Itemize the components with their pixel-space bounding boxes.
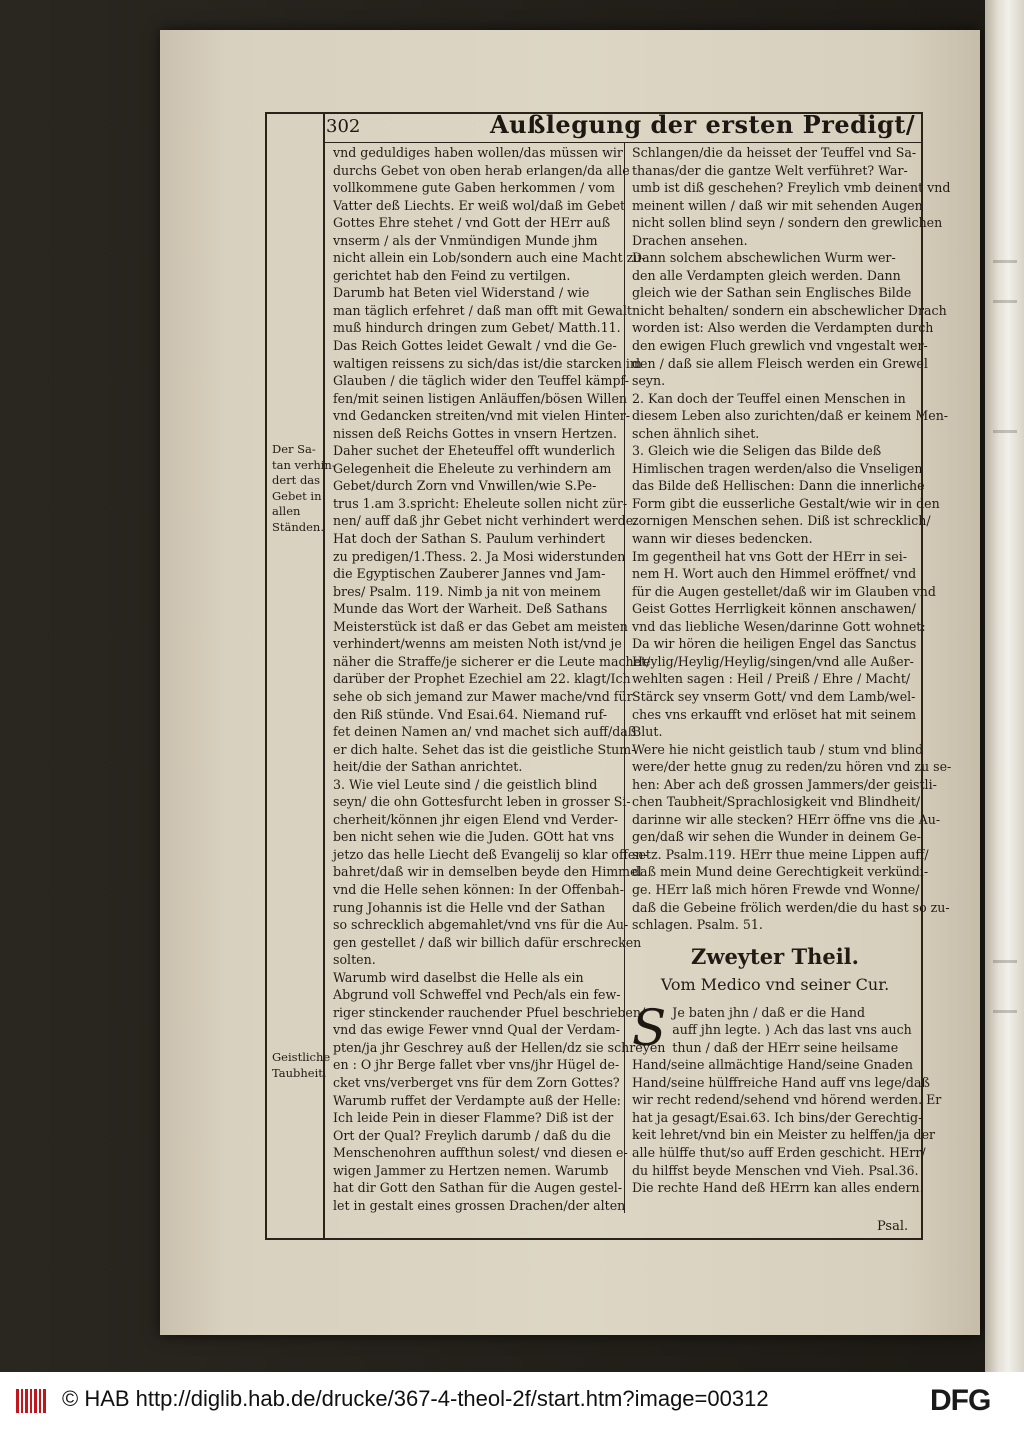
page-number: 302 [326, 116, 361, 137]
text-line: zu predigen/1.Thess. 2. Ja Mosi widerstunden [333, 548, 626, 564]
text-line: waltigen reissens zu sich/das ist/die starcken im [333, 355, 642, 371]
text-line: vnd geduldiges haben wollen/das müssen wir [333, 145, 623, 160]
text-line: seyn/ die ohn Gottesfurcht leben in grosser Si- [333, 794, 631, 810]
text-line: pten/ja jhr Geschrey auß der Hellen/dz sie schreyen [333, 1039, 666, 1055]
text-line: wir recht redend/sehend vnd hörend werden. Er [632, 1092, 942, 1108]
right-column-text [632, 144, 952, 934]
text-line: man täglich erfehret / daß man offt mit Gewalt [333, 302, 632, 318]
text-line: Geist Gottes Herrligkeit können anschawen/ [632, 601, 916, 617]
text-line: das Bilde deß Hellischen: Dann die innerliche [632, 478, 925, 494]
text-line: die Egyptischen Zauberer Jannes vnd Jam- [333, 566, 606, 582]
text-line: let in gestalt eines grossen Drachen/der alten [333, 1197, 626, 1213]
catchword: Psal. [877, 1219, 909, 1234]
text-line: Stärck sey vnserm Gott/ vnd dem Lamb/wel- [632, 688, 916, 704]
text-line: wigen Jammer zu Hertzen nemen. Warumb [333, 1162, 609, 1178]
text-line: en : O jhr Berge fallet vber vns/jhr Hügel de- [333, 1057, 620, 1073]
next-page-edge [985, 0, 1024, 1372]
header-rule [323, 142, 923, 143]
text-line: vollkommene gute Gaben herkommen / vom [333, 180, 615, 196]
text-line: hen: Aber ach deß grossen Jammers/der geistli- [632, 776, 937, 792]
text-line: chen Taubheit/Sprachlosigkeit vnd Blindheit/ [632, 794, 921, 810]
text-line: Munde das Wort der Warheit. Deß Sathans [333, 601, 608, 617]
text-line: zornigen Menschen sehen. Diß ist schrecklich/ [632, 513, 931, 529]
text-line: Meisterstück ist daß er das Gebet am meisten [333, 618, 628, 634]
text-line: darüber der Prophet Ezechiel am 22. klagt/Ich [333, 671, 631, 687]
section-subheading: Vom Medico vnd seiner Cur. [660, 974, 890, 994]
text-line: so schrecklich abgemahlet/vnd vns für die Au- [333, 917, 629, 933]
text-line: solten. [333, 952, 376, 968]
text-line: nicht sollen blind seyn / sondern den grewlichen [632, 215, 943, 231]
running-head: Außlegung der ersten Predigt/ [490, 110, 916, 139]
footer-bar [0, 1372, 1024, 1429]
text-line: Drachen ansehen. [632, 232, 748, 248]
text-line: daß die Gebeine frölich werden/die du hast so zu- [632, 899, 950, 915]
text-line: vnd das liebliche Wesen/darinne Gott wohnet: [632, 618, 926, 634]
text-line: Da wir hören die heiligen Engel das Sanctus [632, 636, 917, 652]
text-line: schen ähnlich sihet. [632, 425, 760, 441]
text-line: vnd Gedancken streiten/vnd mit vielen Hinter- [333, 408, 631, 424]
text-line: darinne wir alle stecken? HErr öffne vns die Au- [632, 811, 941, 827]
text-line: Gottes Ehre stehet / vnd Gott der HErr auß [333, 215, 611, 231]
marginal-note: Geistliche Taubheit. [272, 1050, 331, 1080]
text-line: näher die Straffe/je sicherer er die Leute machet/ [333, 653, 651, 669]
text-line: 2. Kan doch der Teuffel einen Menschen in [632, 390, 906, 406]
text-line: Were hie nicht geistlich taub / stum vnd blind [632, 741, 924, 757]
footer-citation: © HAB http://diglib.hab.de/drucke/367-4-theol-2f/start.htm?image=00312 [62, 1386, 769, 1411]
text-line: Heylig/Heylig/Heylig/singen/vnd alle Außer- [632, 653, 914, 669]
text-line: seyn. [632, 373, 666, 389]
text-line: Menschenohren auffthun solest/ vnd diesen e- [333, 1145, 628, 1161]
text-line: Je baten jhn / daß er die Hand [672, 1004, 866, 1020]
text-line: hat dir Gott den Sathan für die Augen gestel- [333, 1180, 623, 1196]
right-column [632, 144, 952, 1197]
text-line: schlagen. Psalm. 51. [632, 917, 763, 933]
text-line: trus 1.am 3.spricht: Eheleute sollen nicht zür- [333, 495, 628, 511]
text-line: vnd das ewige Fewer vnnd Qual der Verdam- [333, 1022, 620, 1038]
text-line: Darumb hat Beten viel Widerstand / wie [333, 285, 590, 301]
text-line: were/der hette gnug zu reden/zu hören vnd zu se- [632, 759, 952, 775]
text-line: sehe ob sich jemand zur Mawer mache/vnd für [333, 688, 633, 704]
text-line: alle hülffe thut/so auff Erden geschicht. HErr/ [632, 1144, 926, 1160]
text-line: Abgrund voll Schweffel vnd Pech/als ein few- [333, 987, 621, 1003]
text-line: für die Augen gestellet/daß wir im Glauben vnd [632, 583, 936, 599]
hab-logo-icon [16, 1389, 46, 1413]
text-line: nicht behalten/ sondern ein abschewlicher Drach [632, 302, 947, 318]
text-line: cket vns/verberget vns für dem Zorn Gottes? [333, 1074, 620, 1090]
text-line: Warumb wird daselbst die Helle als ein [333, 969, 584, 985]
dfg-logo: DFG [930, 1384, 991, 1417]
text-line: Glauben / die täglich wider den Teuffel kämpf- [333, 373, 629, 389]
text-line: ches vns erkaufft vnd erlöset hat mit seinem [632, 706, 917, 722]
text-line: Ich leide Pein in dieser Flamme? Diß ist der [333, 1110, 614, 1126]
dropcap: S [632, 998, 667, 1057]
text-line: Gelegenheit die Eheleute zu verhindern am [333, 460, 612, 476]
text-line: umb ist diß geschehen? Freylich vmb deinent vnd [632, 180, 951, 196]
text-line: bres/ Psalm. 119. Nimb ja nit von meinem [333, 583, 601, 599]
text-line: diesem Leben also zurichten/daß er keinem Men- [632, 408, 949, 424]
text-line: du hilffst beyde Menschen vnd Vieh. Psal.36. [632, 1162, 919, 1178]
text-line: setz. Psalm.119. HErr thue meine Lippen auff/ [632, 846, 929, 862]
text-line: thun / daß der HErr seine heilsame [672, 1039, 899, 1055]
text-line: 3. Gleich wie die Seligen das Bilde deß [632, 443, 882, 459]
text-line: fen/mit seinen listigen Anläuffen/bösen Willen [333, 390, 628, 406]
text-line: Form gibt die eusserliche Gestalt/wie wir in den [632, 495, 940, 511]
text-line: vnd die Helle sehen können: In der Offenbah- [333, 881, 625, 897]
text-line: Die rechte Hand deß HErrn kan alles endern. [632, 1180, 924, 1196]
text-line: 3. Wie viel Leute sind / die geistlich blind [333, 776, 598, 792]
text-line: Das Reich Gottes leidet Gewalt / vnd die Ge- [333, 338, 617, 354]
text-line: Vatter deß Liechts. Er weiß wol/daß im Gebet [333, 197, 626, 213]
text-line: fet deinen Namen an/ vnd machet sich auff/daß [333, 724, 637, 740]
text-line: bahret/daß wir in demselben beyde den Himmel [333, 864, 642, 880]
text-line: hat ja gesagt/Esai.63. Ich bins/der Gerechtig- [632, 1109, 923, 1125]
text-line: wehlten sagen : Heil / Preiß / Ehre / Macht/ [632, 671, 911, 687]
text-line: jetzo das helle Liecht deß Evangelij so klar offen- [333, 846, 648, 862]
text-line: riger stinckender rauchender Pfuel beschrieben/ [333, 1004, 646, 1020]
text-line: daß mein Mund deine Gerechtigkeit verkündi- [632, 864, 929, 880]
text-line: vnserm / als der Vnmündigen Munde jhm [333, 232, 598, 248]
text-line: den Riß stünde. Vnd Esai.64. Niemand ruf- [333, 706, 608, 722]
text-line: durchs Gebet von oben herab erlangen/da alle [333, 162, 630, 178]
text-line: Warumb ruffet der Verdampte auß der Helle: [333, 1092, 621, 1108]
text-line: Ort der Qual? Freylich darumb / daß du die [333, 1127, 611, 1143]
text-line: den alle Verdampten gleich werden. Dann [632, 267, 901, 283]
text-line: Schlangen/die da heisset der Teuffel vnd Sa- [632, 145, 917, 160]
text-line: Himlischen tragen werden/also die Vnseligen [632, 460, 923, 476]
section-text [632, 1056, 942, 1196]
text-line: gen/daß wir sehen die Wunder in deinem Ge- [632, 829, 921, 845]
text-line: verhindert/wenns am meisten Noth ist/vnd je [333, 636, 622, 652]
text-line: Hand/seine allmächtige Hand/seine Gnaden [632, 1057, 913, 1073]
text-line: wann wir dieses bedencken. [632, 531, 813, 547]
text-line: Daher suchet der Eheteuffel offt wunderlich [333, 443, 616, 459]
dropcap-paragraph [632, 998, 918, 1057]
text-line: Hat doch der Sathan S. Paulum verhindert [333, 531, 606, 547]
text-line: worden ist: Also werden die Verdampten durch [632, 320, 934, 336]
text-line: Gebet/durch Zorn vnd Vnwillen/wie S.Pe- [333, 478, 597, 494]
text-line: nem H. Wort auch den Himmel eröffnet/ vnd [632, 566, 917, 582]
text-line: auff jhn legte. ) Ach das last vns auch [672, 1022, 912, 1038]
text-line: gleich wie der Sathan sein Englisches Bilde [632, 285, 912, 301]
section-heading: Zweyter Theil. [691, 943, 859, 969]
text-line: Im gegentheil hat vns Gott der HErr in sei- [632, 548, 907, 564]
text-line: ge. HErr laß mich hören Frewde vnd Wonne/ [632, 881, 920, 897]
text-line: den / daß sie allem Fleisch werden ein Grewel [632, 355, 928, 371]
text-line: keit lehret/vnd bin ein Meister zu helffen/ja der [632, 1127, 936, 1143]
text-line: gerichtet hab den Feind zu vertilgen. [333, 267, 571, 283]
text-line: muß hindurch dringen zum Gebet/ Matth.11. [333, 320, 621, 336]
marginal-note: Der Sa- tan verhin- dert das Gebet in allen Ständen. [272, 442, 336, 534]
text-line: Hand/seine hülffreiche Hand auff vns lege/daß [632, 1074, 930, 1090]
text-line: er dich halte. Sehet das ist die geistliche Stum- [333, 741, 636, 757]
text-line: heit/die der Sathan anrichtet. [333, 759, 523, 775]
text-line: ben nicht sehen wie die Juden. GOtt hat vns [333, 829, 615, 845]
text-line: gen gestellet / daß wir billich dafür erschrecken [333, 934, 642, 950]
text-line: nissen deß Reichs Gottes in vnsern Hertzen. [333, 425, 617, 441]
text-line: meinent willen / daß wir mit sehenden Augen [632, 197, 923, 213]
text-line: nicht allein ein Lob/sondern auch eine Macht zu- [333, 250, 646, 266]
text-line: cherheit/können jhr eigen Elend vnd Verder- [333, 811, 619, 827]
text-line: Dann solchem abschewlichen Wurm wer- [632, 250, 896, 266]
text-line: Blut. [632, 724, 663, 740]
text-line: rung Johannis ist die Helle vnd der Sathan [333, 899, 606, 915]
text-line: thanas/der die gantze Welt verführet? War- [632, 162, 908, 178]
text-line: den ewigen Fluch grewlich vnd vngestalt wer- [632, 338, 928, 354]
text-line: nen/ auff daß jhr Gebet nicht verhindert werde. [333, 513, 638, 529]
